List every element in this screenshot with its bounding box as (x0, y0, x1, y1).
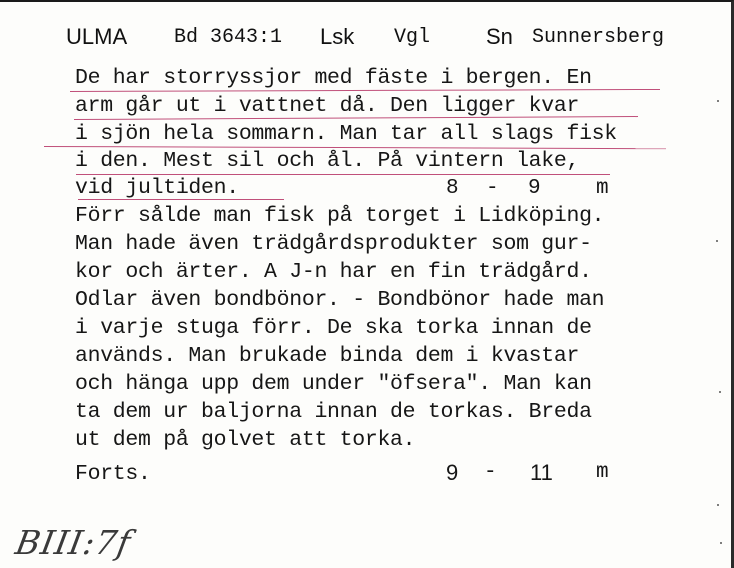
page-ref-unit: m (596, 461, 609, 484)
text-line: vid jultiden. (75, 176, 239, 200)
paper-speck (716, 240, 718, 242)
socken-label: Sn (486, 24, 513, 49)
archive-name: ULMA (66, 24, 128, 49)
text-line: Förr sålde man fisk på torget i Lidköping. (75, 204, 605, 228)
socken-value: Sunnersberg (532, 26, 665, 49)
page-ref-dash: - (484, 461, 497, 484)
text-line: i den. Mest sil och ål. På vintern lake, (75, 149, 580, 173)
card-header (66, 24, 706, 52)
page-ref-from: 9 (446, 460, 459, 485)
paper-speck (720, 542, 722, 544)
page-ref-from: 8 (446, 177, 459, 200)
landskap-label: Lsk (320, 24, 355, 49)
page-ref-dash: - (486, 177, 499, 200)
paper-speck (719, 391, 721, 393)
page-ref-to: 11 (530, 460, 553, 485)
highlight-underline (76, 174, 610, 175)
highlight-underline (78, 199, 284, 200)
text-line: Odlar även bondbönor. - Bondbönor hade man (75, 288, 605, 312)
page-ref-unit: m (596, 177, 609, 200)
continuation-note: Forts. (75, 462, 151, 486)
volume-number: Bd 3643:1 (174, 26, 283, 49)
text-line: och hänga upp dem under "öfsera". Man kan (75, 372, 592, 396)
text-line: arm går ut i vattnet då. Den ligger kvar (75, 94, 580, 118)
landskap-value: Vgl (394, 26, 431, 49)
paper-speck (717, 100, 719, 102)
text-line: i sjön hela sommarn. Man tar all slags fisk (75, 122, 617, 146)
text-line: ta dem ur baljorna innan de torkas. Breda (75, 400, 592, 424)
text-line: används. Man brukade binda dem i kvastar (75, 344, 580, 368)
text-line: ut dem på golvet att torka. (75, 428, 416, 452)
text-line: De har storryssjor med fäste i bergen. En (75, 66, 592, 90)
page-ref-to: 9 (528, 177, 541, 200)
text-line: kor och ärter. A J-n har en fin trädgård. (75, 260, 592, 284)
handwritten-catalog-mark: BIII:7f (12, 523, 135, 562)
text-line: i varje stuga förr. De ska torka innan de (75, 316, 592, 340)
paper-speck (717, 504, 719, 506)
text-line: Man hade även trädgårdsprodukter som gur- (75, 232, 592, 256)
